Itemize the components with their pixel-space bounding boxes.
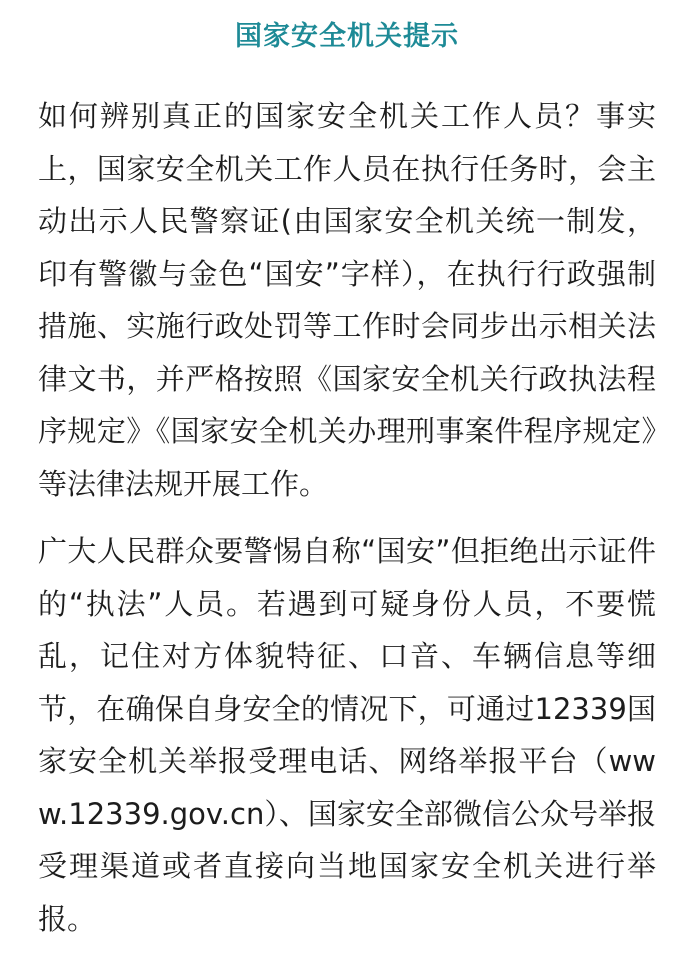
article-paragraph-1: 如何辨别真正的国家安全机关工作人员？事实上，国家安全机关工作人员在执行任务时，会主动出示人民警察证(由国家安全机关统一制发，印有警徽与金色“国安”字样），在执行行政强制措施、实施行政处罚等工作时会同步出示相关法律文书，并严格按照《国家安全机关行政执法程序规定》《国家安全机关办理刑事案件程序规定》等法律法规开展工作。 — [38, 99, 656, 501]
article-title: 国家安全机关提示 — [235, 21, 459, 52]
article-paragraph-2: 广大人民群众要警惕自称“国安”但拒绝出示证件的“执法”人员。若遇到可疑身份人员，不要慌乱，记住对方体貌特征、口音、车辆信息等细节，在确保自身安全的情况下，可通过12339国家安全机关举报受理电话、网络举报平台（www.12339.gov.cn）、国家安全部微信公众号举报受理渠道或者直接向当地国家安全机关进行举报。 — [38, 534, 656, 936]
